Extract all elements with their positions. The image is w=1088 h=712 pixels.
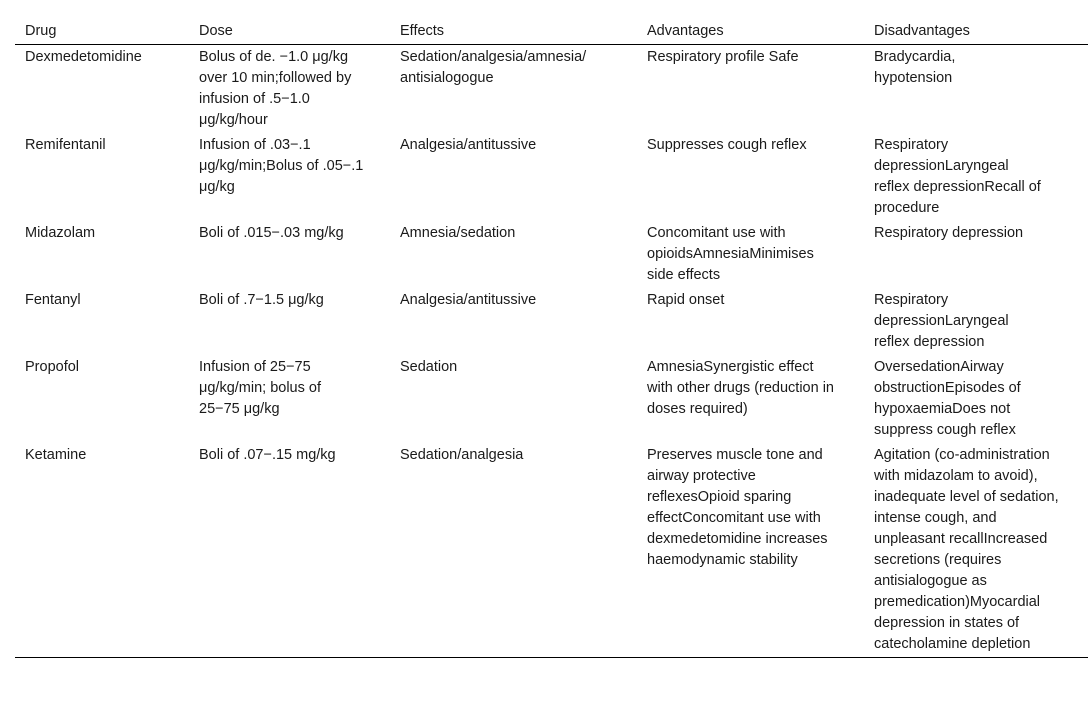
cell-drug-text: Midazolam bbox=[25, 225, 96, 241]
cell-drug bbox=[15, 45, 189, 134]
cell-advantages-text: Rapid onset bbox=[647, 292, 725, 308]
cell-advantages-text: Concomitant use with opioidsAmnesiaMinimises side effects bbox=[647, 225, 814, 283]
cell-dose-text: Bolus of de. −1.0 μg/kg over 10 min;followed by infusion of .5−1.0 μg/kg/hour bbox=[199, 49, 352, 128]
cell-disadvantages bbox=[864, 355, 1088, 443]
cell-drug-text: Dexmedetomidine bbox=[25, 49, 142, 65]
cell-disadvantages-text: Respiratory depressionLaryngeal reflex depressionRecall of procedure bbox=[874, 137, 1041, 216]
cell-dose bbox=[189, 45, 390, 134]
cell-drug bbox=[15, 221, 189, 288]
cell-disadvantages-text: Bradycardia, hypotension bbox=[874, 49, 956, 86]
table-row bbox=[15, 133, 1088, 221]
table-row bbox=[15, 443, 1088, 658]
cell-effects bbox=[390, 288, 637, 355]
cell-drug bbox=[15, 288, 189, 355]
cell-drug bbox=[15, 355, 189, 443]
header-drug: Drug bbox=[15, 18, 189, 45]
cell-effects-text: Sedation bbox=[400, 359, 458, 375]
cell-dose-text: Boli of .7−1.5 μg/kg bbox=[199, 292, 324, 308]
cell-dose bbox=[189, 288, 390, 355]
cell-disadvantages bbox=[864, 443, 1088, 658]
cell-advantages bbox=[637, 45, 864, 134]
drug-table-container bbox=[15, 18, 1088, 658]
cell-drug bbox=[15, 133, 189, 221]
cell-effects bbox=[390, 355, 637, 443]
cell-effects bbox=[390, 443, 637, 658]
cell-dose bbox=[189, 133, 390, 221]
cell-effects bbox=[390, 133, 637, 221]
cell-disadvantages bbox=[864, 133, 1088, 221]
cell-advantages bbox=[637, 288, 864, 355]
cell-drug-text: Fentanyl bbox=[25, 292, 81, 308]
cell-dose-text: Infusion of .03−.1 μg/kg/min;Bolus of .05−.1 μg/kg bbox=[199, 137, 364, 195]
cell-dose-text: Infusion of 25−75 μg/kg/min; bolus of 25−75 μg/kg bbox=[199, 359, 321, 417]
cell-disadvantages-text: OversedationAirway obstructionEpisodes of hypoxaemiaDoes not suppress cough reflex bbox=[874, 359, 1021, 438]
cell-effects-text: Amnesia/sedation bbox=[400, 225, 516, 241]
header-disadvantages: Disadvantages bbox=[864, 18, 1088, 45]
cell-drug bbox=[15, 443, 189, 658]
cell-effects bbox=[390, 221, 637, 288]
cell-advantages bbox=[637, 221, 864, 288]
table-row bbox=[15, 221, 1088, 288]
cell-drug-text: Ketamine bbox=[25, 447, 87, 463]
cell-dose-text: Boli of .07−.15 mg/kg bbox=[199, 447, 336, 463]
table-header-row bbox=[15, 18, 1088, 45]
cell-advantages bbox=[637, 443, 864, 658]
header-advantages: Advantages bbox=[637, 18, 864, 45]
cell-effects-text: Analgesia/antitussive bbox=[400, 137, 537, 153]
cell-advantages bbox=[637, 355, 864, 443]
cell-advantages-text: Suppresses cough reflex bbox=[647, 137, 807, 153]
header-effects: Effects bbox=[390, 18, 637, 45]
cell-dose bbox=[189, 443, 390, 658]
cell-disadvantages bbox=[864, 45, 1088, 134]
cell-disadvantages-text: Respiratory depression bbox=[874, 225, 1024, 241]
cell-dose bbox=[189, 355, 390, 443]
drug-comparison-table bbox=[15, 18, 1088, 658]
cell-dose bbox=[189, 221, 390, 288]
cell-dose-text: Boli of .015−.03 mg/kg bbox=[199, 225, 344, 241]
table-row bbox=[15, 288, 1088, 355]
cell-advantages-text: AmnesiaSynergistic effect with other drugs (reduction in doses required) bbox=[647, 359, 834, 417]
cell-drug-text: Propofol bbox=[25, 359, 80, 375]
cell-disadvantages bbox=[864, 288, 1088, 355]
cell-drug-text: Remifentanil bbox=[25, 137, 106, 153]
cell-advantages-text: Respiratory profile Safe bbox=[647, 49, 799, 65]
cell-disadvantages-text: Agitation (co-administration with midazolam to avoid), inadequate level of sedation, intense cough, and unpleasant recallIncreased secretions (requires antisialogogue as premedication)Myocardial depression in states of catecholamine depletion bbox=[874, 447, 1059, 652]
table-row bbox=[15, 355, 1088, 443]
cell-disadvantages bbox=[864, 221, 1088, 288]
cell-disadvantages-text: Respiratory depressionLaryngeal reflex depression bbox=[874, 292, 1009, 350]
cell-effects bbox=[390, 45, 637, 134]
cell-effects-text: Sedation/analgesia bbox=[400, 447, 524, 463]
cell-effects-text: Sedation/analgesia/amnesia/ antisialogogue bbox=[400, 49, 587, 86]
cell-effects-text: Analgesia/antitussive bbox=[400, 292, 537, 308]
header-dose: Dose bbox=[189, 18, 390, 45]
cell-advantages-text: Preserves muscle tone and airway protective reflexesOpioid sparing effectConcomitant use with dexmedetomidine increases haemodynamic stability bbox=[647, 447, 828, 568]
table-row bbox=[15, 45, 1088, 134]
cell-advantages bbox=[637, 133, 864, 221]
